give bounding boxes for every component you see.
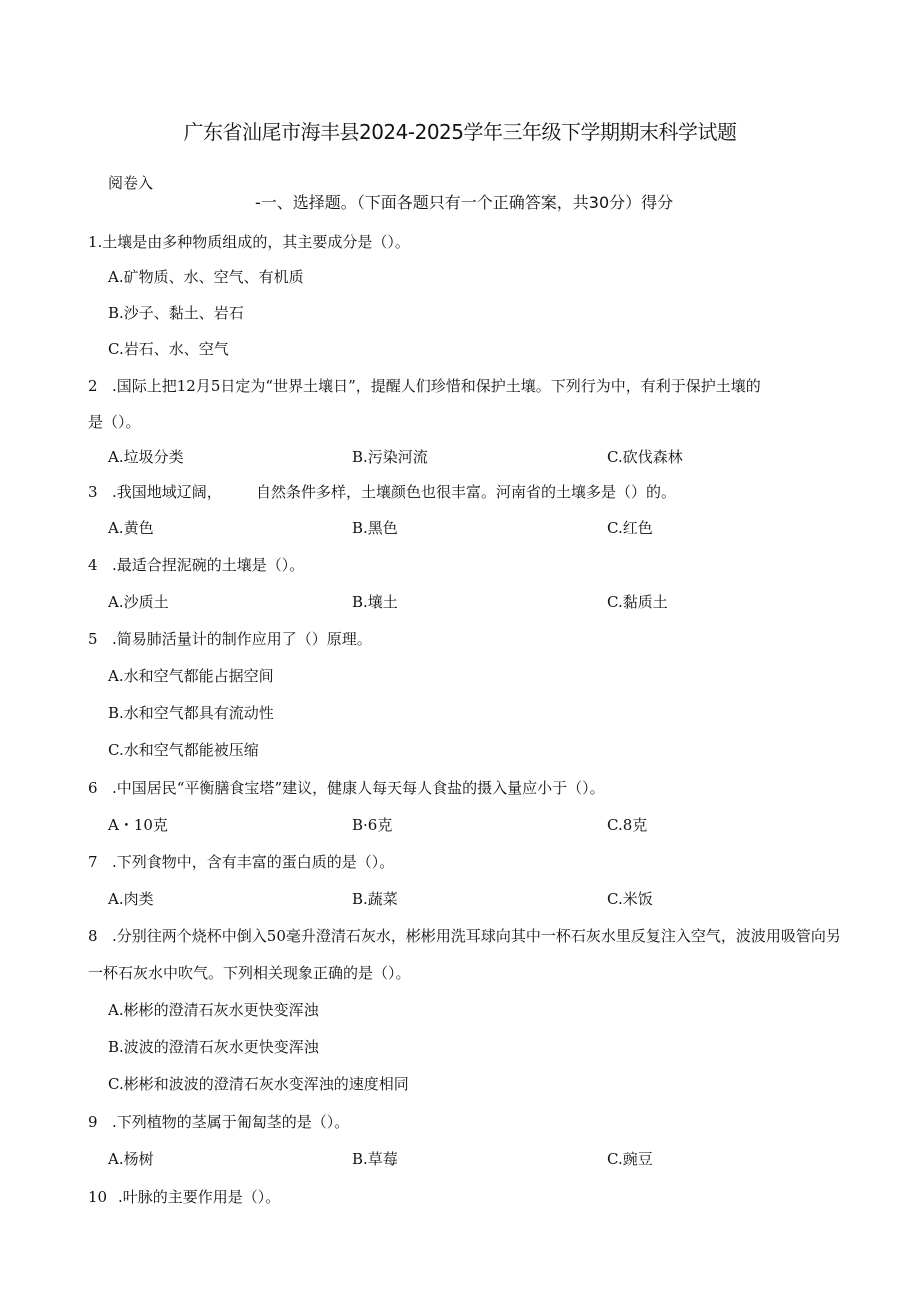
reviewer-label: 阅卷入 <box>108 174 154 192</box>
question-7-stem: .下列食物中，含有丰富的蛋白质的是（）。 <box>112 853 395 871</box>
question-10-stem: .叶脉的主要作用是（）。 <box>118 1188 281 1206</box>
question-4-number: 4 <box>88 556 98 574</box>
question-6-stem: .中国居民“平衡膳食宝塔”建议，健康人每天每人食盐的摄入量应小于（）。 <box>112 779 605 797</box>
question-9-option-b: B.草莓 <box>352 1150 398 1168</box>
question-2-option-c: C.砍伐森林 <box>607 448 683 466</box>
question-7-number: 7 <box>88 853 98 871</box>
question-4-option-c: C.黏质土 <box>607 593 668 611</box>
question-5-option-b: B.水和空气都具有流动性 <box>108 704 274 722</box>
question-8-stem-line2: 一杯石灰水中吹气。下列相关现象正确的是（）。 <box>88 964 411 982</box>
question-2-option-b: B.污染河流 <box>352 448 428 466</box>
question-4-stem: .最适合捏泥碗的土壤是（）。 <box>112 556 305 574</box>
question-4-option-a: A.沙质土 <box>108 593 169 611</box>
question-6-number: 6 <box>88 779 98 797</box>
question-7-option-c: C.米饭 <box>607 890 653 908</box>
question-3-stem-part1: .我国地域辽阔， <box>112 483 222 501</box>
question-3-number: 3 <box>88 483 98 501</box>
question-6-option-c: C.8克 <box>607 816 648 834</box>
page-title: 广东省汕尾市海丰县2024-2025学年三年级下学期期末科学试题 <box>183 120 737 144</box>
question-9-option-a: A.杨树 <box>108 1150 154 1168</box>
question-10-number: 10 <box>88 1188 108 1206</box>
question-4-option-b: B.壤土 <box>352 593 398 611</box>
question-9-option-c: C.豌豆 <box>607 1150 653 1168</box>
question-6-option-a: A・10克 <box>108 816 168 834</box>
question-3-option-b: B.黑色 <box>352 519 398 537</box>
question-5-number: 5 <box>88 630 98 648</box>
question-8-option-a: A.彬彬的澄清石灰水更快变浑浊 <box>108 1001 319 1019</box>
question-1-option-c: C.岩石、水、空气 <box>108 340 229 358</box>
question-2-stem-line1: .国际上把12月5日定为“世界土壤日”，提醒人们珍惜和保护土壤。下列行为中，有利于保护土壤的 <box>112 377 761 395</box>
question-8-number: 8 <box>88 927 98 945</box>
question-2-option-a: A.垃圾分类 <box>108 448 184 466</box>
question-5-option-c: C.水和空气都能被压缩 <box>108 741 259 759</box>
question-3-option-c: C.红色 <box>607 519 653 537</box>
question-1-stem: 1.土壤是由多种物质组成的，其主要成分是（）。 <box>88 233 410 251</box>
question-5-stem: .简易肺活量计的制作应用了（）原理。 <box>112 630 372 648</box>
question-7-option-a: A.肉类 <box>108 890 154 908</box>
question-2-number: 2 <box>88 377 98 395</box>
question-6-option-b: B·6克 <box>352 816 393 834</box>
question-3-stem-part2: 自然条件多样，土壤颜色也很丰富。河南省的土壤多是（）的。 <box>256 483 677 501</box>
question-3-option-a: A.黄色 <box>108 519 154 537</box>
question-1-option-a: A.矿物质、水、空气、有机质 <box>108 268 304 286</box>
question-9-number: 9 <box>88 1113 98 1131</box>
question-2-stem-line2: 是（）。 <box>88 413 141 431</box>
question-8-option-b: B.波波的澄清石灰水更快变浑浊 <box>108 1038 319 1056</box>
question-8-option-c: C.彬彬和波波的澄清石灰水变浑浊的速度相同 <box>108 1075 409 1093</box>
question-5-option-a: A.水和空气都能占据空间 <box>108 667 274 685</box>
question-8-stem-line1: .分别往两个烧杯中倒入50毫升澄清石灰水，彬彬用洗耳球向其中一杯石灰水里反复注入空气，波波用吸管向另 <box>112 927 841 945</box>
question-7-option-b: B.蔬菜 <box>352 890 398 908</box>
section-heading: -一、选择题。（下面各题只有一个正确答案，共30分）得分 <box>255 193 674 212</box>
question-9-stem: .下列植物的茎属于匍匐茎的是（）。 <box>112 1113 350 1131</box>
question-1-option-b: B.沙子、黏土、岩石 <box>108 304 244 322</box>
